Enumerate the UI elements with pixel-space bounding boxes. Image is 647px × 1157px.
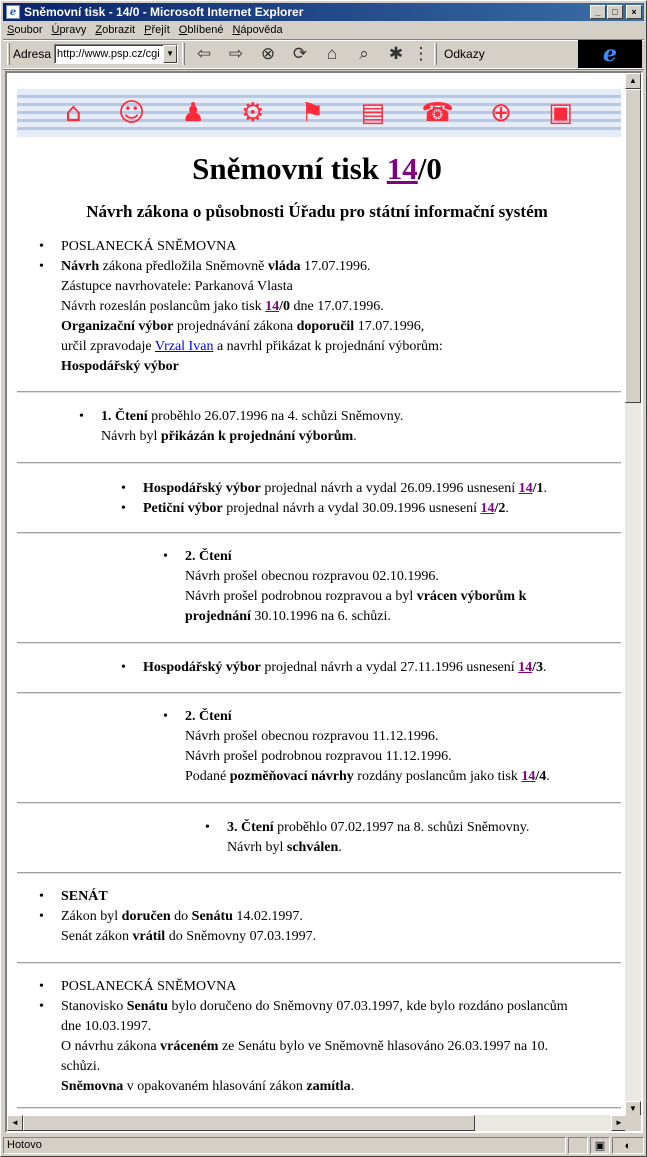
- book-icon[interactable]: ▣: [548, 98, 573, 128]
- toolbar-grip[interactable]: [7, 43, 10, 65]
- section-committee-resolutions: • • Hospodářský výbor projednal návrh a vydal 26.09.1996 usnesení 14/1. Petiční výbor projednal návrh a vydal 30.09.1996 usnesení 14/2.: [121, 479, 621, 519]
- menu-soubor[interactable]: Soubor: [7, 24, 43, 36]
- separator: [17, 872, 621, 874]
- flags-icon[interactable]: ⚑: [300, 98, 325, 128]
- assigned-committee: Hospodářský výbor: [61, 359, 179, 374]
- title-bar: [3, 3, 644, 21]
- toolbar-grip-2[interactable]: [182, 43, 185, 65]
- phone-icon[interactable]: ☎: [421, 98, 454, 128]
- section-second-reading-1: • 2. Čtení Návrh prošel obecnou rozpravou 02.10.1996. Návrh prošel podrobnou rozpravou a byl vrácen výborům k projednání 30.10.1996 na 6. schůzi.: [163, 549, 527, 624]
- page-content: [7, 73, 627, 1117]
- resolution-14-3-link[interactable]: 14: [518, 660, 533, 675]
- rapporteur-line: určil zpravodaje Vrzal Ivan a navrhl přikázat k projednání výborům:: [61, 339, 443, 354]
- horizontal-scrollbar[interactable]: [7, 1115, 627, 1131]
- separator: [17, 802, 621, 804]
- vertical-scroll-thumb[interactable]: [625, 89, 641, 403]
- section-third-reading: • 3. Čtení proběhlo 07.02.1997 na 8. schůzi Sněmovny. Návrh byl schválen.: [205, 820, 530, 855]
- history-icon[interactable]: ⋮: [412, 44, 430, 63]
- list-item: Hospodářský výbor projednal návrh a vydal 27.11.1996 usnesení 14/3.: [143, 660, 547, 675]
- status-bar: [3, 1136, 644, 1155]
- page-subtitle: Návrh zákona o působnosti Úřadu pro státní informační systém: [86, 202, 548, 221]
- scroll-down-icon[interactable]: ▼: [625, 1101, 641, 1117]
- home-icon[interactable]: ⌂: [326, 44, 338, 63]
- proposer-line: Zástupce navrhovatele: Parkanová Vlasta: [61, 279, 293, 294]
- rapporteur-link[interactable]: Vrzal Ivan: [154, 339, 214, 354]
- resolution-14-1-link[interactable]: 14: [518, 481, 533, 496]
- ie-app-icon: e: [6, 5, 20, 19]
- page-viewport: [5, 71, 643, 1133]
- section-committee-resolution-3: • Hospodářský výbor projednal návrh a vydal 27.11.1996 usnesení 14/3.: [121, 658, 621, 678]
- address-dropdown-icon[interactable]: ▼: [163, 45, 177, 63]
- horizontal-scroll-thumb[interactable]: [23, 1115, 475, 1131]
- separator: [17, 692, 621, 694]
- back-icon[interactable]: ⇦: [196, 44, 212, 63]
- print-14-link[interactable]: 14: [265, 299, 280, 314]
- menu-oblibene[interactable]: Oblíbené: [178, 24, 224, 36]
- list-item: Hospodářský výbor projednal návrh a vydal 26.09.1996 usnesení 14/1.: [143, 481, 548, 496]
- minimize-button[interactable]: _: [590, 5, 606, 19]
- section-second-reading-2: • 2. Čtení Návrh prošel obecnou rozpravou 11.12.1996. Návrh prošel podrobnou rozpravou 11.12.1996. Podané pozměňovací návrhy rozdány poslancům jako tisk 14/4.: [163, 709, 550, 784]
- people-icon[interactable]: ☺: [118, 98, 146, 128]
- window-title: Sněmovní tisk - 14/0 - Microsoft Internet Explorer: [24, 5, 304, 19]
- status-text: Hotovo: [3, 1137, 566, 1154]
- maximize-button[interactable]: □: [607, 5, 623, 19]
- separator: [17, 532, 621, 534]
- assembly-icon[interactable]: ♟: [181, 98, 205, 128]
- separator: [17, 462, 621, 464]
- forward-icon[interactable]: ⇨: [228, 44, 244, 63]
- committee-line: Organizační výbor projednávání zákona doporučil 17.07.1996,: [61, 319, 425, 334]
- vertical-scrollbar[interactable]: [625, 73, 641, 1117]
- address-value[interactable]: http://www.psp.cz/cgi: [57, 48, 160, 60]
- gears-icon[interactable]: ⚙: [241, 98, 265, 128]
- address-input[interactable]: [54, 44, 178, 64]
- list-item: Petiční výbor projednal návrh a vydal 30.09.1996 usnesení 14/2.: [143, 501, 509, 516]
- address-toolbar: [3, 39, 644, 69]
- globe-info-icon[interactable]: ⊕: [490, 98, 512, 128]
- zone-icon[interactable]: ◐: [612, 1137, 644, 1154]
- print-14-4-link[interactable]: 14: [521, 769, 536, 784]
- security-icon: [568, 1137, 588, 1154]
- close-button[interactable]: ×: [626, 5, 642, 19]
- roof-icon[interactable]: ⌂: [65, 98, 82, 128]
- documents-icon[interactable]: ▤: [360, 98, 386, 128]
- separator: [17, 962, 621, 964]
- separator: [17, 391, 621, 393]
- page-title: Sněmovní tisk 14/0: [192, 151, 442, 186]
- title-print-link[interactable]: 14: [386, 151, 418, 186]
- links-label[interactable]: Odkazy: [444, 47, 485, 61]
- menu-napoveda[interactable]: Nápověda: [232, 24, 283, 36]
- separator: [17, 1107, 621, 1109]
- scroll-corner: [625, 1115, 641, 1131]
- section-senate: • • SENÁT Zákon byl doručen do Senátu 14.02.1997. Senát zákon vrátil do Sněmovny 07.03.1997.: [39, 889, 317, 944]
- ie-throbber-logo: e: [578, 40, 642, 68]
- page-icon: ▣: [590, 1137, 610, 1154]
- menu-bar: [3, 22, 644, 38]
- section-first-reading: • 1. Čtení proběhlo 26.07.1996 na 4. schůzi Sněmovny. Návrh byl přikázán k projednání výborům.: [79, 409, 404, 444]
- address-label: Adresa: [13, 47, 52, 61]
- scroll-right-icon[interactable]: ►: [611, 1115, 627, 1131]
- section-chamber-1: • • POSLANECKÁ SNĚMOVNA Návrh zákona předložila Sněmovně vláda 17.07.1996. Zástupce navrhovatele: Parkanová Vlasta Návrh rozeslán poslancům jako tisk 14/0 dne 17.07.1996. Organizační výbor projednávání zákona doporučil 17.07.1996, určil zpravodaje Vrzal Ivan a navrhl přikázat k projednání výborům: Hospodářský výbor: [31, 237, 621, 377]
- refresh-icon[interactable]: ⟳: [292, 44, 308, 63]
- stop-icon[interactable]: ⊗: [260, 44, 276, 63]
- distribution-line: Návrh rozeslán poslancům jako tisk 14/0 dne 17.07.1996.: [61, 299, 384, 314]
- resolution-14-2-link[interactable]: 14: [480, 501, 495, 516]
- menu-prejit[interactable]: Přejít: [144, 24, 170, 36]
- menu-zobrazit[interactable]: Zobrazit: [95, 24, 136, 36]
- favorites-icon[interactable]: ✱: [388, 44, 404, 63]
- site-banner: [17, 89, 621, 137]
- section-chamber-2: • • POSLANECKÁ SNĚMOVNA Stanovisko Senátu bylo doručeno do Sněmovny 07.03.1997, kde bylo rozdáno poslancům dne 10.03.1997. O návrhu zákona vráceném ze Senátu bylo ve Sněmovně hlasováno 26.03.1997 na 10. schůzi. Sněmovna v opakovaném hlasování zákon zamítla.: [39, 979, 568, 1094]
- search-icon[interactable]: ⌕: [359, 44, 369, 63]
- scroll-left-icon[interactable]: ◄: [7, 1115, 23, 1131]
- chamber-heading: POSLANECKÁ SNĚMOVNA: [61, 239, 237, 254]
- separator: [17, 642, 621, 644]
- menu-upravy[interactable]: Úpravy: [51, 24, 87, 36]
- toolbar-grip-3[interactable]: [434, 43, 437, 65]
- scroll-up-icon[interactable]: ▲: [625, 73, 641, 89]
- submission-line: Návrh zákona předložila Sněmovně vláda 17.07.1996.: [61, 259, 371, 274]
